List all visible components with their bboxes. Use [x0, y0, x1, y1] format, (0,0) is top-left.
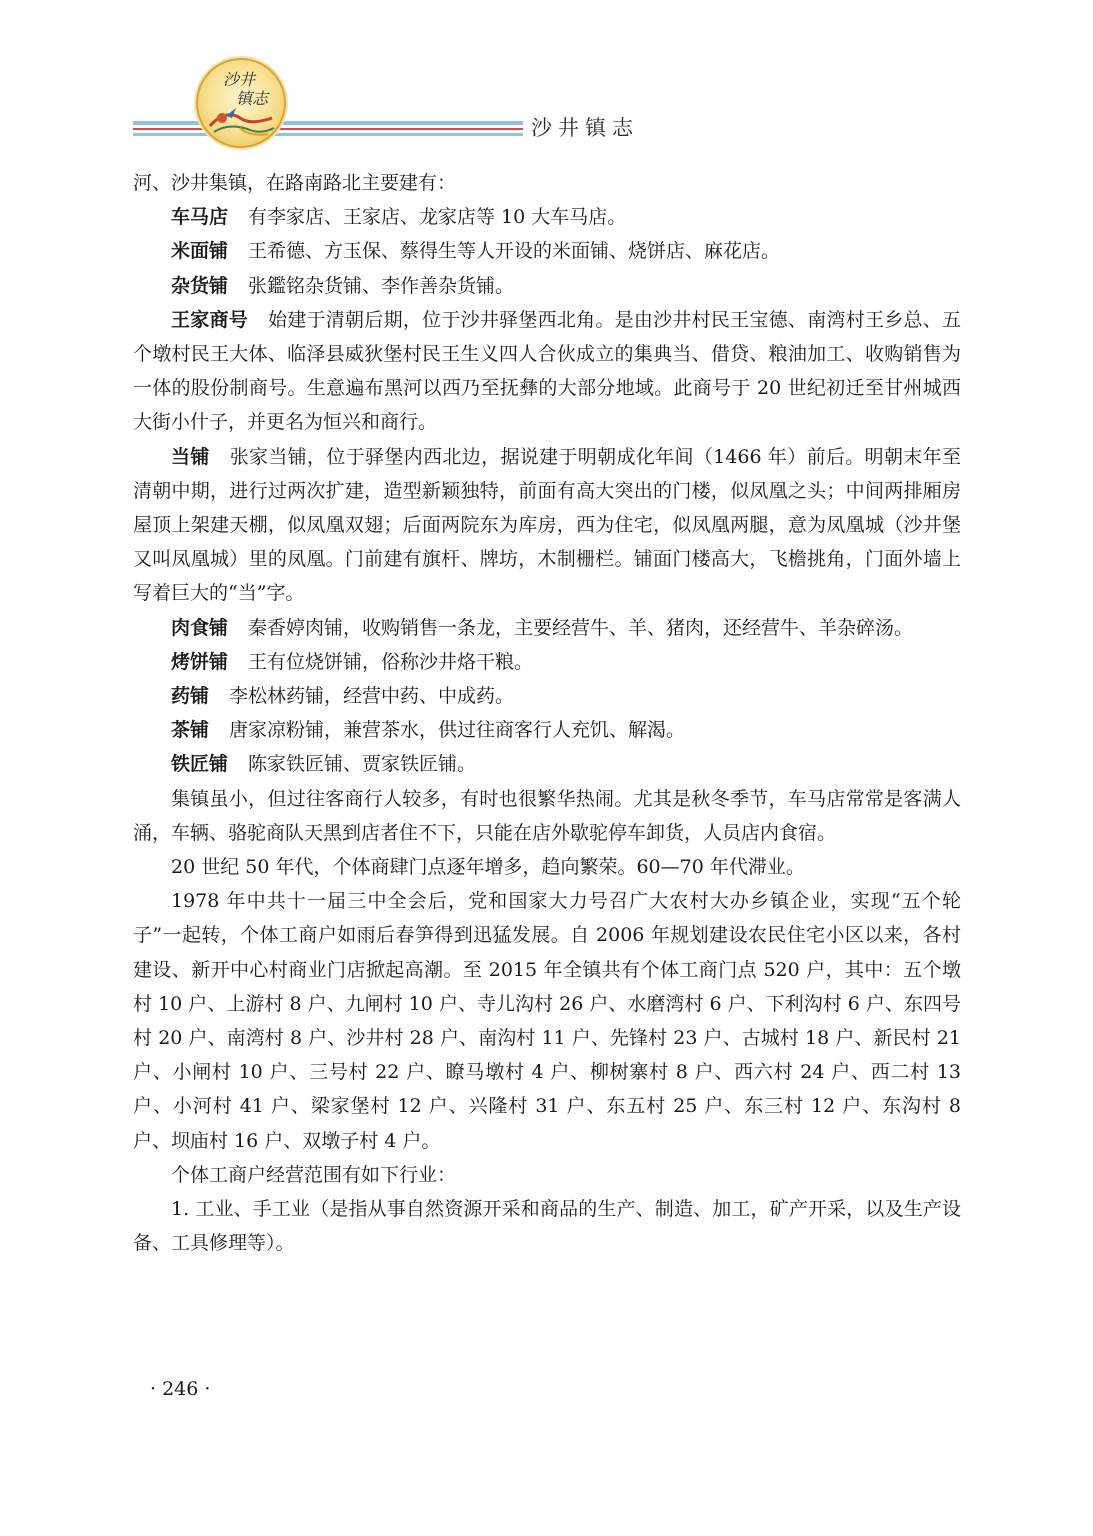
paragraph-text: 张家当铺，位于驿堡内西北边，据说建于明朝成化年间（1466 年）前后。明朝末年至清朝中期，进行过两次扩建，造型新颖独特，前面有高大突出的门楼，似凤凰之头；中间两排厢房屋顶上架建天棚，似凤凰双翅；后面两院东为库房，西为住宅，似凤凰两腿，意为凤凰城（沙井堡又叫凤凰城）里的凤凰。门前建有旗杆、牌坊，木制栅栏。铺面门楼高大，飞檐挑角，门面外墙上写着巨大的“当”字。 — [133, 445, 961, 605]
paragraph — [133, 1158, 961, 1192]
paragraph-term: 药铺 — [171, 685, 210, 708]
paragraph — [133, 440, 961, 611]
paragraph-text: 集镇虽小，但过往客商行人较多，有时也很繁华热闹。尤其是秋冬季节，车马店常常是客满人涌，车辆、骆驼商队天黑到店者住不下，只能在店外歇驼停车卸货，人员店内食宿。 — [133, 787, 961, 844]
logo-text-line1: 沙井 — [222, 70, 255, 89]
paragraph-term: 铁匠铺 — [171, 753, 229, 776]
paragraph-text: 王有位烧饼铺，俗称沙井烙干粮。 — [248, 650, 534, 673]
paragraph — [133, 1192, 961, 1260]
paragraph-term: 肉食铺 — [171, 616, 229, 639]
paragraph-term: 茶铺 — [171, 719, 210, 742]
paragraph — [133, 884, 961, 1158]
logo-text — [198, 70, 284, 108]
paragraph-text: 王希德、方玉保、蔡得生等人开设的米面铺、烧饼店、麻花店。 — [248, 240, 781, 263]
page-number: · 246 · — [150, 1378, 211, 1400]
paragraph — [133, 200, 961, 234]
paragraph-term: 王家商号 — [171, 308, 249, 331]
paragraph-term: 米面铺 — [171, 240, 229, 263]
paragraph-term: 车马店 — [171, 206, 229, 229]
paragraph — [133, 234, 961, 268]
paragraph-text: 个体工商户经营范围有如下行业： — [171, 1163, 457, 1186]
paragraph — [133, 713, 961, 747]
paragraph-text: 河、沙井集镇，在路南路北主要建有： — [133, 172, 457, 194]
paragraph — [133, 166, 961, 200]
page-body — [133, 166, 961, 1261]
paragraph-text: 1978 年中共十一届三中全会后，党和国家大力号召广大农村大办乡镇企业，实现“五个轮子”一起转，个体工商户如雨后春笋得到迅猛发展。自 2006 年规划建设农民住宅小区以来，各村建设、新开中心村商业门店掀起高潮。至 2015 年全镇共有个体工商门点 520 户，其中：五个墩村 10 户、上游村 8 户、九闸村 10 户、寺儿沟村 26 户、水磨湾村 6 户、下利沟村 6 户、东四号村 20 户、南湾村 8 户、沙井村 28 户、南沟村 11 户、先锋村 23 户、古城村 18 户、新民村 21 户、小闸村 10 户、三号村 22 户、瞭马墩村 4 户、柳树寨村 8 户、西六村 24 户、西二村 13 户、小河村 41 户、梁家堡村 12 户、兴隆村 31 户、东五村 25 户、东三村 12 户、东沟村 8 户、坝庙村 16 户、双墩子村 4 户。 — [133, 890, 961, 1152]
paragraph — [133, 303, 961, 440]
paragraph — [133, 850, 961, 884]
paragraph — [133, 782, 961, 850]
paragraph — [133, 679, 961, 713]
paragraph-text: 1. 工业、手工业（是指从事自然资源开采和商品的生产、制造、加工，矿产开采，以及生产设备、工具修理等）。 — [133, 1198, 961, 1255]
paragraph — [133, 269, 961, 303]
header-rule-blue-bottom — [133, 133, 523, 136]
header-rule-blue-top — [133, 121, 523, 125]
header-rule-red — [133, 128, 523, 130]
logo-text-line2: 镇志 — [235, 89, 268, 108]
paragraph-text: 张鑑铭杂货铺、李作善杂货铺。 — [248, 274, 515, 297]
paragraph-text: 有李家店、王家店、龙家店等 10 大车马店。 — [248, 206, 627, 229]
book-title: 沙井镇志 — [531, 116, 639, 140]
book-logo — [196, 58, 286, 148]
paragraph-text: 秦香婷肉铺，收购销售一条龙，主要经营牛、羊、猪肉，还经营牛、羊杂碎汤。 — [248, 616, 914, 639]
paragraph-text: 李松林药铺，经营中药、中成药。 — [229, 685, 515, 708]
paragraph — [133, 747, 961, 781]
paragraph — [133, 611, 961, 645]
paragraph-text: 20 世纪 50 年代，个体商肆门点逐年增多，趋向繁荣。60—70 年代滞业。 — [171, 856, 805, 879]
phoenix-icon — [206, 104, 276, 138]
paragraph-text: 始建于清朝后期，位于沙井驿堡西北角。是由沙井村民王宝德、南湾村王乡总、五个墩村民王大体、临泽县威狄堡村民王生义四人合伙成立的集典当、借贷、粮油加工、收购销售为一体的股份制商号。生意遍布黑河以西乃至抚彝的大部分地域。此商号于 20 世纪初迁至甘州城西大街小什子，并更名为恒兴和商行。 — [133, 308, 961, 434]
paragraph — [133, 645, 961, 679]
paragraph-text: 唐家凉粉铺，兼营茶水，供过往商客行人充饥、解渴。 — [229, 719, 686, 742]
paragraph-term: 烤饼铺 — [171, 650, 229, 673]
paragraph-term: 杂货铺 — [171, 274, 229, 297]
paragraph-text: 陈家铁匠铺、贾家铁匠铺。 — [248, 753, 477, 776]
paragraph-term: 当铺 — [171, 445, 210, 468]
